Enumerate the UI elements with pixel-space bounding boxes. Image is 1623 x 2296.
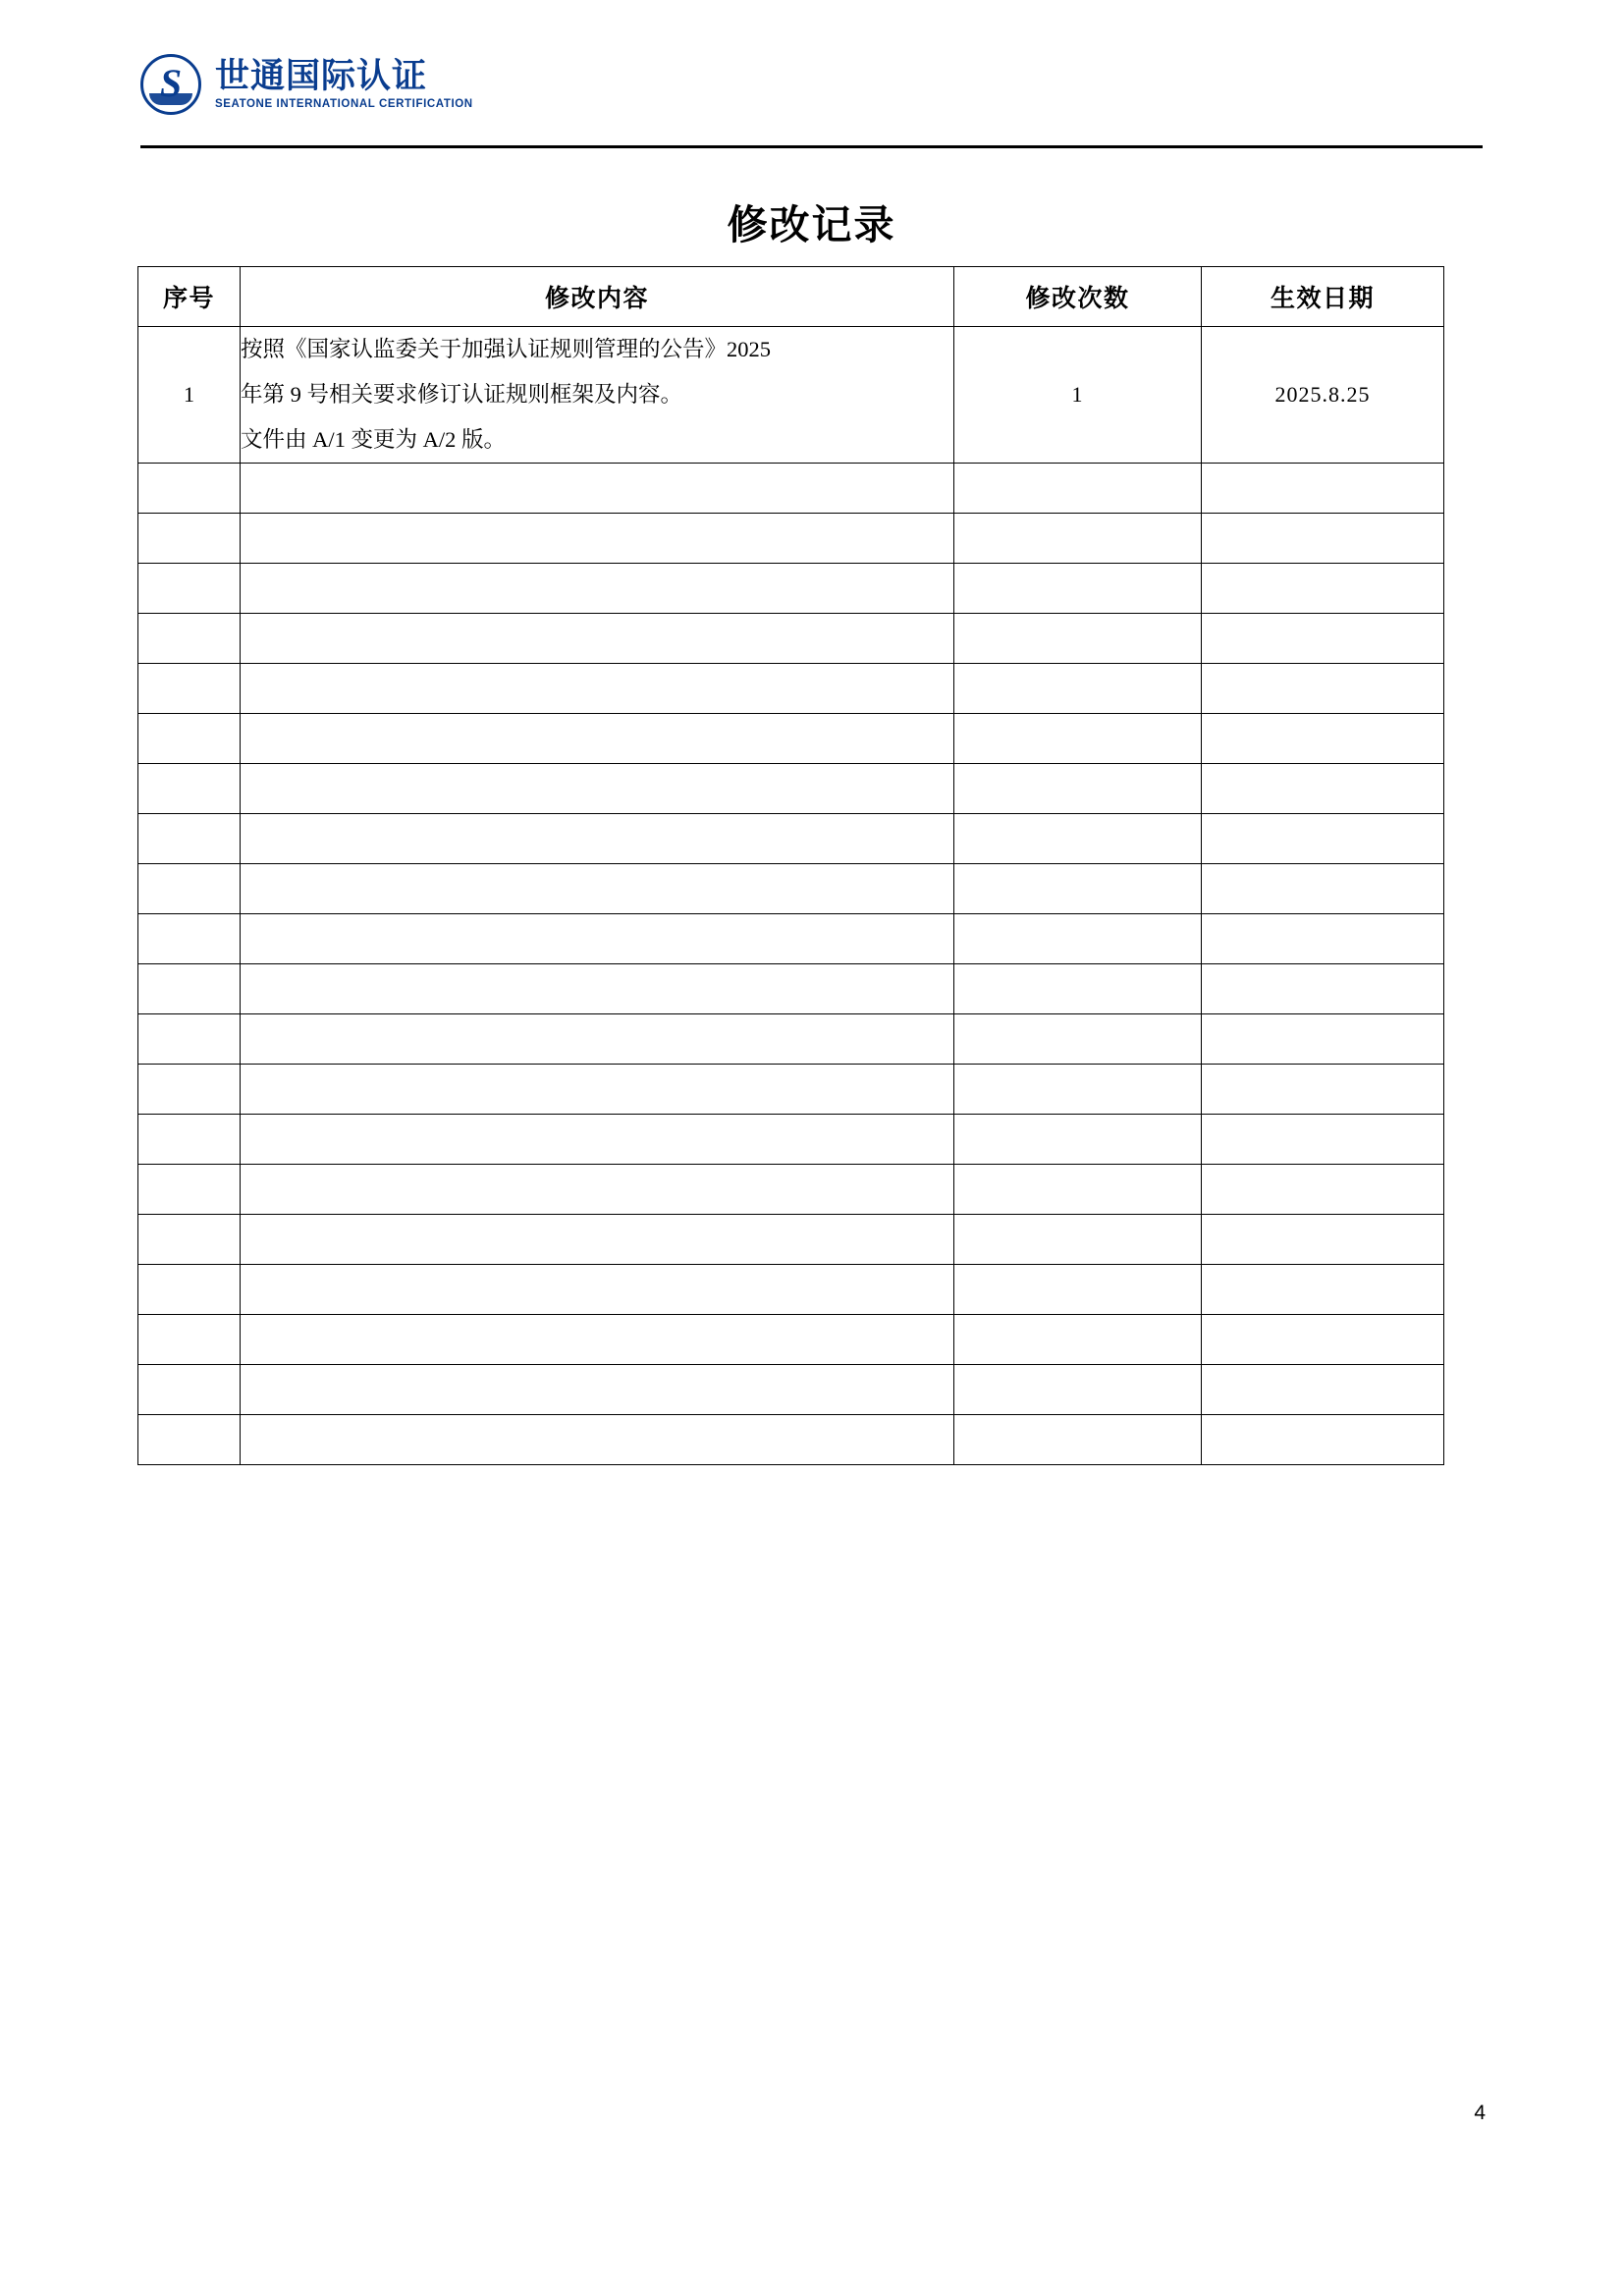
cell-no xyxy=(138,614,241,664)
company-logo xyxy=(140,54,473,115)
cell-date xyxy=(1202,464,1444,514)
cell-no xyxy=(138,914,241,964)
cell-date xyxy=(1202,914,1444,964)
header-divider xyxy=(140,145,1483,148)
cell-date xyxy=(1202,1215,1444,1265)
cell-times xyxy=(954,1115,1202,1165)
cell-content xyxy=(241,614,954,664)
cell-no xyxy=(138,764,241,814)
cell-no xyxy=(138,514,241,564)
cell-content xyxy=(241,564,954,614)
table-row xyxy=(138,564,1444,614)
cell-no: 1 xyxy=(138,327,241,464)
cell-no xyxy=(138,1265,241,1315)
cell-no xyxy=(138,714,241,764)
table-row xyxy=(138,664,1444,714)
cell-content xyxy=(241,664,954,714)
cell-date xyxy=(1202,564,1444,614)
table-row xyxy=(138,864,1444,914)
table-header-row xyxy=(138,267,1444,327)
circle-s-logo-icon xyxy=(140,54,201,115)
cell-no xyxy=(138,1115,241,1165)
cell-date xyxy=(1202,1415,1444,1465)
cell-times xyxy=(954,1165,1202,1215)
cell-times xyxy=(954,614,1202,664)
cell-no xyxy=(138,1415,241,1465)
cell-date xyxy=(1202,514,1444,564)
column-header-content: 修改内容 xyxy=(241,267,954,327)
cell-content xyxy=(241,1365,954,1415)
cell-date xyxy=(1202,664,1444,714)
cell-no xyxy=(138,664,241,714)
cell-date xyxy=(1202,864,1444,914)
table-row xyxy=(138,964,1444,1014)
table-row xyxy=(138,914,1444,964)
cell-no xyxy=(138,564,241,614)
table-row xyxy=(138,814,1444,864)
cell-times xyxy=(954,914,1202,964)
page-number: 4 xyxy=(1474,2102,1486,2124)
cell-times xyxy=(954,864,1202,914)
cell-date xyxy=(1202,1065,1444,1115)
table-row xyxy=(138,614,1444,664)
cell-content xyxy=(241,814,954,864)
cell-content xyxy=(241,514,954,564)
cell-content xyxy=(241,714,954,764)
revision-history-table xyxy=(137,266,1444,1465)
cell-date xyxy=(1202,1115,1444,1165)
cell-content xyxy=(241,914,954,964)
cell-date xyxy=(1202,764,1444,814)
cell-content xyxy=(241,1415,954,1465)
table-row xyxy=(138,1165,1444,1215)
table-row xyxy=(138,1415,1444,1465)
table-row xyxy=(138,464,1444,514)
logo-english-name: SEATONE INTERNATIONAL CERTIFICATION xyxy=(215,98,473,111)
cell-date xyxy=(1202,1165,1444,1215)
cell-times xyxy=(954,464,1202,514)
cell-times: 1 xyxy=(954,327,1202,464)
cell-no xyxy=(138,1315,241,1365)
cell-times xyxy=(954,1014,1202,1065)
cell-content xyxy=(241,1215,954,1265)
cell-content xyxy=(241,1165,954,1215)
cell-no xyxy=(138,864,241,914)
cell-content xyxy=(241,764,954,814)
page-header xyxy=(0,0,1623,152)
cell-date xyxy=(1202,814,1444,864)
content-line: 文件由 A/1 变更为 A/2 版。 xyxy=(241,427,507,453)
cell-date xyxy=(1202,1265,1444,1315)
cell-times xyxy=(954,1065,1202,1115)
table-row xyxy=(138,1115,1444,1165)
table-row xyxy=(138,1014,1444,1065)
cell-times xyxy=(954,1315,1202,1365)
table-row xyxy=(138,327,1444,464)
cell-times xyxy=(954,964,1202,1014)
cell-date xyxy=(1202,1014,1444,1065)
cell-times xyxy=(954,1415,1202,1465)
cell-no xyxy=(138,1365,241,1415)
cell-times xyxy=(954,814,1202,864)
cell-content xyxy=(241,1065,954,1115)
cell-times xyxy=(954,564,1202,614)
page-title: 修改记录 xyxy=(727,202,896,247)
cell-times xyxy=(954,714,1202,764)
logo-chinese-name: 世通国际认证 xyxy=(215,56,428,95)
table-row xyxy=(138,1065,1444,1115)
cell-times xyxy=(954,1215,1202,1265)
table-row xyxy=(138,764,1444,814)
content-line: 按照《国家认监委关于加强认证规则管理的公告》2025 xyxy=(241,337,772,361)
cell-content xyxy=(241,327,954,464)
cell-date xyxy=(1202,964,1444,1014)
cell-content xyxy=(241,1115,954,1165)
logo-text xyxy=(215,56,473,111)
cell-no xyxy=(138,814,241,864)
cell-date xyxy=(1202,614,1444,664)
cell-no xyxy=(138,1215,241,1265)
column-header-date: 生效日期 xyxy=(1202,267,1444,327)
cell-content xyxy=(241,1315,954,1365)
cell-no xyxy=(138,1065,241,1115)
cell-content xyxy=(241,1265,954,1315)
table-row xyxy=(138,714,1444,764)
table-row xyxy=(138,1265,1444,1315)
cell-no xyxy=(138,964,241,1014)
cell-times xyxy=(954,1365,1202,1415)
cell-content xyxy=(241,864,954,914)
cell-no xyxy=(138,464,241,514)
cell-date xyxy=(1202,1365,1444,1415)
cell-content xyxy=(241,1014,954,1065)
cell-date: 2025.8.25 xyxy=(1202,327,1444,464)
cell-content xyxy=(241,464,954,514)
cell-no xyxy=(138,1165,241,1215)
cell-times xyxy=(954,514,1202,564)
cell-times xyxy=(954,664,1202,714)
cell-times xyxy=(954,1265,1202,1315)
content-line: 年第 9 号相关要求修订认证规则框架及内容。 xyxy=(241,382,683,408)
cell-date xyxy=(1202,714,1444,764)
table-row xyxy=(138,1365,1444,1415)
cell-content xyxy=(241,964,954,1014)
cell-times xyxy=(954,764,1202,814)
column-header-times: 修改次数 xyxy=(954,267,1202,327)
table-row xyxy=(138,1215,1444,1265)
table-row xyxy=(138,1315,1444,1365)
cell-no xyxy=(138,1014,241,1065)
table-row xyxy=(138,514,1444,564)
column-header-no: 序号 xyxy=(138,267,241,327)
cell-date xyxy=(1202,1315,1444,1365)
